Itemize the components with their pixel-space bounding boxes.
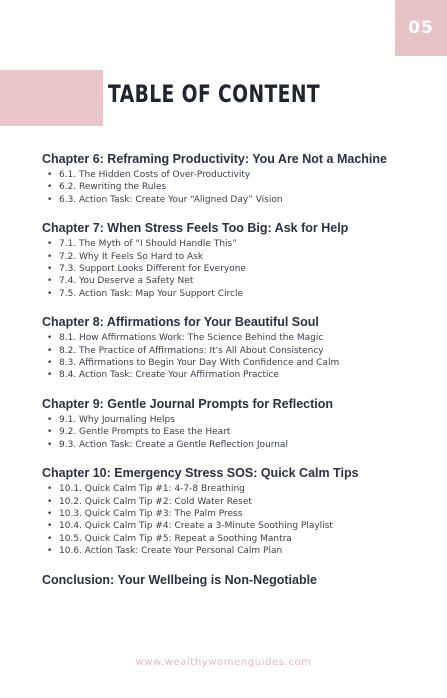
page-title: TABLE OF CONTENT xyxy=(108,80,321,108)
section-item[interactable]: • 7.2. Why It Feels So Hard to Ask xyxy=(47,251,422,263)
section-item[interactable]: • 6.2. Rewriting the Rules xyxy=(47,181,422,193)
section-list xyxy=(42,483,422,557)
chapter-heading[interactable]: Chapter 8: Affirmations for Your Beautiful Soul xyxy=(42,315,319,330)
chapter-block xyxy=(42,315,422,382)
section-list xyxy=(42,332,422,382)
section-item[interactable]: • 10.1. Quick Calm Tip #1: 4-7-8 Breathing xyxy=(47,483,422,495)
section-item[interactable]: • 8.2. The Practice of Affirmations: It's All About Consistency xyxy=(47,345,422,357)
chapter-heading[interactable]: Conclusion: Your Wellbeing is Non-Negotiable xyxy=(42,572,318,587)
chapter-block xyxy=(42,397,422,451)
page-number-badge xyxy=(395,0,447,56)
section-item[interactable]: • 6.1. The Hidden Costs of Over-Productivity xyxy=(47,169,422,181)
chapter-block xyxy=(42,573,422,587)
section-list xyxy=(42,238,422,300)
page-number: 05 xyxy=(408,18,434,38)
section-list xyxy=(42,414,422,451)
title-accent-block xyxy=(0,70,103,126)
chapter-block xyxy=(42,152,422,206)
section-item[interactable]: • 7.4. You Deserve a Safety Net xyxy=(47,275,422,287)
chapter-block xyxy=(42,221,422,300)
section-item[interactable]: • 7.1. The Myth of “I Should Handle This” xyxy=(47,238,422,250)
table-of-contents xyxy=(42,152,422,602)
chapter-heading[interactable]: Chapter 10: Emergency Stress SOS: Quick Calm Tips xyxy=(42,466,359,481)
section-item[interactable]: • 8.1. How Affirmations Work: The Science Behind the Magic xyxy=(47,332,422,344)
chapter-heading[interactable]: Chapter 7: When Stress Feels Too Big: Ask for Help xyxy=(42,221,349,236)
section-item[interactable]: • 10.6. Action Task: Create Your Personal Calm Plan xyxy=(47,545,422,557)
section-item[interactable]: • 9.2. Gentle Prompts to Ease the Heart xyxy=(47,426,422,438)
chapter-block xyxy=(42,466,422,557)
section-list xyxy=(42,169,422,206)
section-item[interactable]: • 10.4. Quick Calm Tip #4: Create a 3-Minute Soothing Playlist xyxy=(47,520,422,532)
section-item[interactable]: • 10.3. Quick Calm Tip #3: The Palm Press xyxy=(47,508,422,520)
footer-url[interactable]: www.wealthywomenguides.com xyxy=(135,657,312,668)
section-item[interactable]: • 10.2. Quick Calm Tip #2: Cold Water Reset xyxy=(47,496,422,508)
section-item[interactable]: • 6.3. Action Task: Create Your “Aligned Day” Vision xyxy=(47,194,422,206)
section-item[interactable]: • 7.5. Action Task: Map Your Support Circle xyxy=(47,288,422,300)
chapter-heading[interactable]: Chapter 9: Gentle Journal Prompts for Reflection xyxy=(42,396,334,411)
section-item[interactable]: • 7.3. Support Looks Different for Everyone xyxy=(47,263,422,275)
section-item[interactable]: • 9.1. Why Journaling Helps xyxy=(47,414,422,426)
section-item[interactable]: • 9.3. Action Task: Create a Gentle Reflection Journal xyxy=(47,439,422,451)
section-item[interactable]: • 10.5. Quick Calm Tip #5: Repeat a Soothing Mantra xyxy=(47,533,422,545)
chapter-heading[interactable]: Chapter 6: Reframing Productivity: You Are Not a Machine xyxy=(42,152,387,166)
section-item[interactable]: • 8.4. Action Task: Create Your Affirmation Practice xyxy=(47,369,422,381)
section-item[interactable]: • 8.3. Affirmations to Begin Your Day With Confidence and Calm xyxy=(47,357,422,369)
